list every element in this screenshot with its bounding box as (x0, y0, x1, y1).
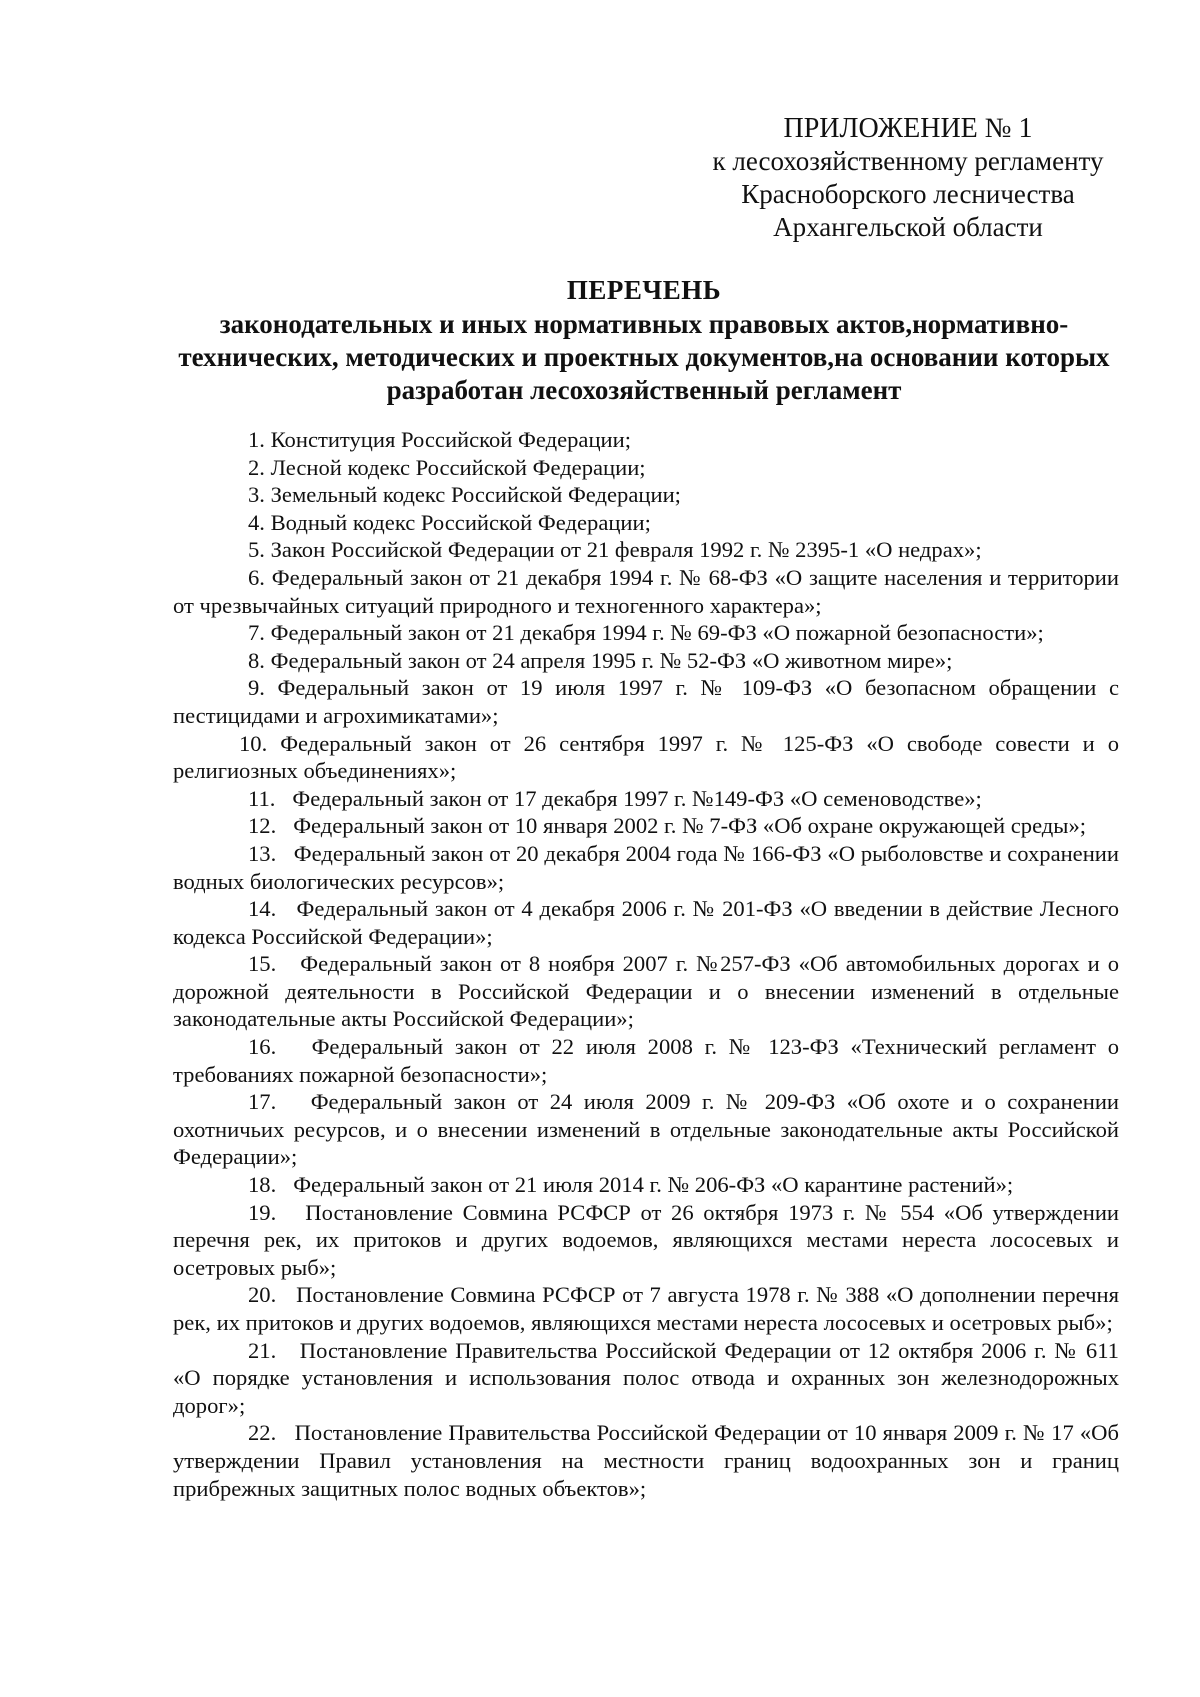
list-item-text: Федеральный закон от 17 декабря 1997 г. №149-ФЗ «О семеноводстве»; (292, 785, 982, 811)
appendix-line-2: Красноборского лесничества (741, 179, 1075, 209)
list-item (173, 1419, 1119, 1502)
list-item-number: 17. (248, 1089, 277, 1115)
appendix-heading: ПРИЛОЖЕНИЕ № 1 (783, 113, 1033, 144)
document-title: ПЕРЕЧЕНЬ (566, 275, 722, 305)
list-item-text: Федеральный закон от 24 апреля 1995 г. № 52-ФЗ «О животном мире»; (270, 647, 953, 673)
list-item-text: Постановление Совмина РСФСР от 7 августа 1978 г. № 388 «О дополнении перечня рек, их притоков и других водоемов, являющихся местами нереста лососевых и осетровых рыб»; (173, 1282, 1119, 1335)
list-item (173, 564, 1119, 619)
list-item-text: Федеральный закон от 10 января 2002 г. № 7-ФЗ «Об охране окружающей среды»; (293, 813, 1087, 839)
list-item (173, 674, 1119, 729)
list-item-text: Лесной кодекс Российской Федерации; (270, 454, 646, 480)
legal-acts-list (173, 426, 1119, 1502)
list-item-number: 16. (248, 1034, 277, 1060)
list-item (173, 895, 1119, 950)
list-item-number: 13. (248, 840, 277, 866)
list-item-text: Федеральный закон от 8 ноября 2007 г. №257-ФЗ «Об автомобильных дорогах и о дорожной деятельности в Российской Федерации и о внесении изменений в отдельные законодательные акты Российской Федерации»; (173, 951, 1119, 1032)
document-title-block (170, 272, 1118, 407)
appendix-line-1: к лесохозяйственному регламенту (712, 146, 1104, 176)
list-item-number: 11. (248, 785, 276, 811)
list-item-number: 3. (248, 482, 265, 508)
list-item-text: Конституция Российской Федерации; (270, 427, 632, 452)
list-item (173, 785, 1119, 813)
list-item-text: Федеральный закон от 20 декабря 2004 года № 166-ФЗ «О рыболовстве и сохранении водных биологических ресурсов»; (173, 840, 1119, 894)
list-item (173, 509, 1119, 537)
list-item-number: 19. (248, 1199, 277, 1225)
list-item-number: 8. (248, 647, 265, 673)
list-item-number: 20. (248, 1282, 277, 1308)
list-item-number: 22. (248, 1420, 277, 1446)
list-item-number: 6. (248, 564, 265, 590)
document-subtitle: законодательных и иных нормативных правовых актов,нормативно-технических, методических и проектных документов,на основании которых разработан лесохозяйственный регламент (178, 309, 1110, 405)
list-item-text: Федеральный закон от 21 декабря 1994 г. № 69-ФЗ «О пожарной безопасности»; (270, 620, 1044, 646)
list-item-text: Постановление Правительства Российской Федерации от 10 января 2009 г. № 17 «Об утверждении Правил установления на местности границ водоохранных зон и границ прибрежных защитных полос водных объектов»; (173, 1420, 1119, 1501)
list-item-number: 15. (248, 951, 277, 977)
list-item (173, 481, 1119, 509)
list-item (173, 840, 1119, 895)
list-item-number: 2. (248, 454, 265, 480)
list-item-number: 7. (248, 620, 265, 646)
list-item-number: 14. (248, 896, 277, 922)
appendix-header (668, 112, 1148, 244)
list-item (173, 730, 1119, 785)
list-item (173, 426, 1119, 454)
list-item-text: Федеральный закон от 24 июля 2009 г. № 209-ФЗ «Об охоте и о сохранении охотничьих ресурсов, и о внесении изменений в отдельные законодательные акты Российской Федерации»; (173, 1089, 1120, 1170)
list-item-number: 10. (239, 730, 268, 756)
list-item (173, 536, 1119, 564)
list-item-text: Федеральный закон от 19 июля 1997 г. № 109-ФЗ «О безопасном обращении с пестицидами и агрохимикатами»; (173, 675, 1119, 728)
list-item-text: Постановление Правительства Российской Федерации от 12 октября 2006 г. № 611 «О порядке установления и использования полос отвода и охранных зон железнодорожных дорог»; (173, 1337, 1119, 1418)
list-item (173, 1337, 1119, 1420)
list-item-text: Федеральный закон от 22 июля 2008 г. № 123-ФЗ «Технический регламент о требованиях пожарной безопасности»; (173, 1034, 1120, 1087)
list-item-text: Федеральный закон от 4 декабря 2006 г. № 201-ФЗ «О введении в действие Лесного кодекса Российской Федерации»; (173, 896, 1119, 949)
appendix-line-3: Архангельской области (773, 212, 1043, 242)
list-item (173, 1171, 1119, 1199)
list-item-text: Федеральный закон от 21 июля 2014 г. № 206-ФЗ «О карантине растений»; (293, 1172, 1014, 1198)
list-item-number: 12. (248, 813, 277, 839)
list-item (173, 950, 1119, 1033)
list-item (173, 1033, 1119, 1088)
list-item (173, 812, 1119, 840)
list-item (173, 1199, 1119, 1282)
list-item-number: 21. (248, 1337, 277, 1363)
list-item-text: Федеральный закон от 26 сентября 1997 г. № 125-ФЗ «О свободе совести и о религиозных объединениях»; (173, 730, 1119, 784)
list-item-text: Постановление Совмина РСФСР от 26 октября 1973 г. № 554 «Об утверждении перечня рек, их притоков и других водоемов, являющихся местами нереста лососевых и осетровых рыб»; (173, 1199, 1119, 1280)
list-item (173, 1281, 1119, 1336)
list-item (173, 454, 1119, 482)
list-item-number: 4. (248, 509, 265, 535)
list-item-number: 1. (248, 427, 265, 452)
list-item-number: 5. (248, 537, 265, 563)
list-item-text: Земельный кодекс Российской Федерации; (270, 482, 681, 508)
list-item-text: Водный кодекс Российской Федерации; (270, 509, 651, 535)
list-item (173, 1088, 1119, 1171)
list-item-text: Федеральный закон от 21 декабря 1994 г. № 68-ФЗ «О защите населения и территории от чрезвычайных ситуаций природного и техногенного характера»; (173, 564, 1119, 618)
list-item-text: Закон Российской Федерации от 21 февраля 1992 г. № 2395-1 «О недрах»; (270, 537, 982, 563)
list-item (173, 647, 1119, 675)
list-item (173, 619, 1119, 647)
list-item-number: 18. (248, 1172, 277, 1198)
list-item-number: 9. (248, 675, 265, 701)
